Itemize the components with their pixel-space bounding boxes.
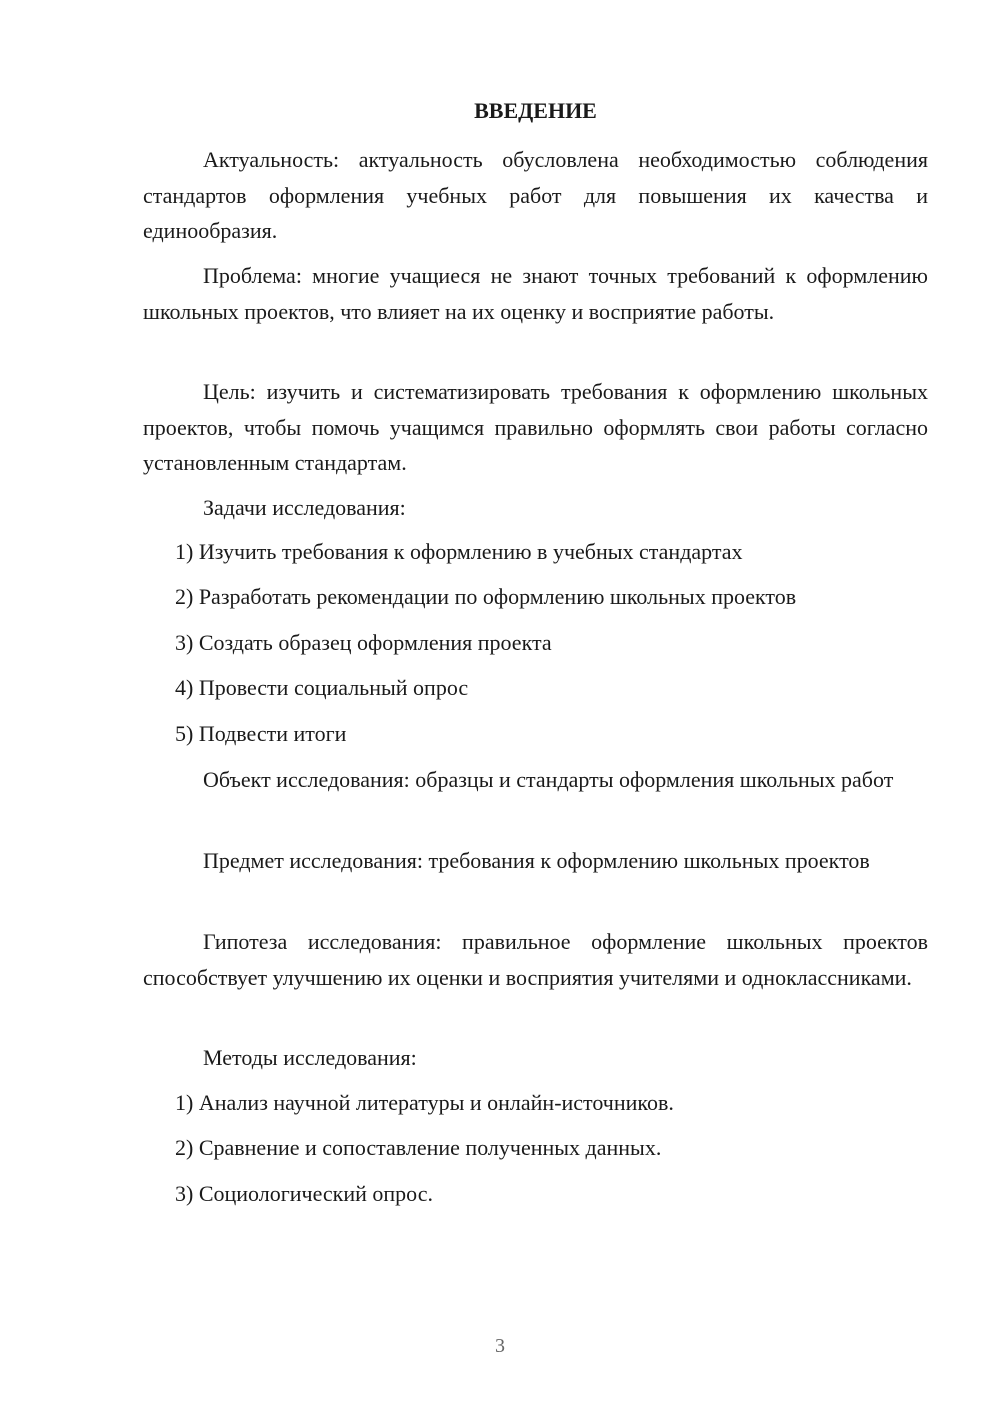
task-item: 3) Создать образец оформления проекта [175,630,552,655]
method-item: 2) Сравнение и сопоставление полученных данных. [175,1135,662,1160]
goal-paragraph: Цель: изучить и систематизировать требования к оформлению школьных проектов, чтобы помочь учащимся правильно оформлять свои работы согласно установленным стандартам. [143,379,928,475]
problem-paragraph: Проблема: многие учащиеся не знают точных требований к оформлению школьных проектов, что влияет на их оценку и восприятие работы. [143,263,928,324]
task-item: 4) Провести социальный опрос [175,675,469,700]
subject-paragraph: Предмет исследования: требования к оформлению школьных проектов [203,848,870,873]
tasks-title: Задачи исследования: [203,495,406,520]
methods-title: Методы исследования: [203,1045,417,1070]
object-paragraph: Объект исследования: образцы и стандарты оформления школьных работ [203,767,894,792]
task-item: 1) Изучить требования к оформлению в учебных стандартах [175,539,743,564]
method-item: 1) Анализ научной литературы и онлайн-источников. [175,1090,674,1115]
hypothesis-paragraph: Гипотеза исследования: правильное оформление школьных проектов способствует улучшению их оценки и восприятия учителями и одноклассниками. [143,929,928,990]
method-item: 3) Социологический опрос. [175,1181,433,1206]
task-item: 5) Подвести итоги [175,721,347,746]
relevance-paragraph: Актуальность: актуальность обусловлена необходимостью соблюдения стандартов оформления учебных работ для повышения их качества и единообразия. [143,147,928,243]
page-title: ВВЕДЕНИЕ [474,98,597,123]
task-item: 2) Разработать рекомендации по оформлению школьных проектов [175,584,797,609]
page-number: 3 [495,1335,505,1357]
